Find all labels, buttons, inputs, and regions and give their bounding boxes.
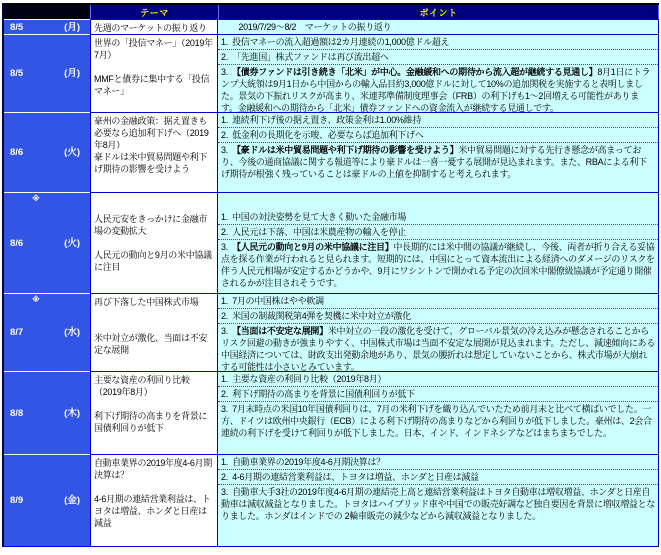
date-label [4,408,90,419]
weekday-value: (火) [64,237,80,249]
date-cell [4,293,90,371]
point-item [218,35,658,49]
weekday-value: (火) [64,147,80,158]
point-text: 投信マネーの流入超過額は2カ月連続の1,000億ドル超え [232,37,450,47]
theme-paragraph: 自動車業界の2019年度4-6月期決算は？ [94,458,212,480]
date-label [4,147,90,158]
table-row [4,192,659,293]
point-number: 3. [221,404,231,414]
point-number: 3. [221,67,231,77]
points-cell [218,19,659,34]
header-points-cell: ポイント [218,5,659,19]
points-cell [218,454,659,546]
theme-paragraph: 豪ドルは米中貿易問題や利下げ期待の影響を受けよう [94,152,208,174]
point-item [218,224,658,239]
date-value: 8/6 [10,147,24,158]
point-text: 2019/7/29～8/2 マーケットの振り返り [221,22,392,32]
point-text: 自動車大手3社の2019年度4-6月期の連結売上高と連結営業利益はトヨタ自動車は増収増益、ホンダと日産自動車は減収減益となりました。トヨタはハイブリッド車や中国での販売好調など独自要因を背景に増収増益となりました。ホンダはインドでの 2輪車販売の減少などから減収減益となりました。 [221,487,656,521]
point-number: 2. [221,389,231,399]
point-item [218,484,658,523]
theme-cell [90,19,218,34]
theme-paragraph: 豪州の金融政策：据え置きも必要なら追加利下げへ（2019年8月） [94,116,209,150]
point-item [218,294,658,308]
point-text: 4-6月期の連結営業利益は、トヨタは増益、ホンダと日産は減益 [232,472,479,482]
weekly-market-table [2,3,659,547]
date-label [4,68,90,79]
theme-paragraph: MMFと債券に集中する「投信マネー」 [94,74,210,96]
theme-paragraph: 人民元の動向と9月の米中協議に注目 [94,250,212,272]
theme-paragraph: 再び下落した中国株式市場 [94,297,199,307]
theme-paragraph [94,61,214,73]
point-item [218,323,658,371]
point-text: 7月の中国株はやや軟調 [232,296,324,306]
point-number: 1. [221,296,231,306]
header-theme-cell: テーマ [90,5,218,19]
date-value: 8/5 [10,68,24,79]
weekday-value: (月) [64,21,80,33]
points-cell [218,293,659,371]
theme-cell [90,192,218,293]
point-number: 3. [221,487,231,497]
point-number: 1. [221,457,231,467]
theme-cell [90,34,218,112]
point-number: 1. [221,212,231,222]
theme-paragraph [94,237,214,249]
theme-paragraph [94,398,214,410]
theme-paragraph: 4-6月期の連結営業利益は、トヨタは増益、ホンダと日産は減益 [94,494,211,528]
date-cell [4,19,90,34]
points-cell [218,371,659,454]
theme-paragraph [94,320,214,332]
point-bold-lead: 【債券ファンドは引き続き「北米」が中心。金融緩和への期待から流入超が継続する見通し】 [232,67,598,77]
point-number: 2. [221,472,231,482]
point-item [218,372,658,386]
point-item [218,64,658,112]
point-number: 1. [221,374,231,384]
point-number: 3. [221,145,231,155]
theme-paragraph: 利下げ期待の高まりを背景に国債利回りが低下 [94,411,208,433]
table-row [4,112,659,192]
theme-paragraph: 世界の「投信マネー」（2019年7月） [94,38,213,60]
date-value: 8/9 [10,495,24,506]
theme-cell [90,371,218,454]
point-item [218,239,658,290]
weekday-value: (木) [64,407,80,419]
point-number: 3. [221,242,231,252]
weekday-value: (水) [64,327,80,338]
point-text: 中国の対決姿勢を見て大きく動いた金融市場 [232,212,407,222]
date-cell [4,454,90,546]
theme-paragraph [94,481,214,493]
point-number: 1. [221,115,231,125]
point-number: 3. [221,326,231,336]
theme-cell [90,293,218,371]
date-cell [4,371,90,454]
date-label [4,327,90,338]
point-number: 2. [221,52,231,62]
point-text: 主要な資産の利回り比較（2019年8月） [232,374,387,384]
points-cell [218,112,659,192]
point-text: 8月1日にトランプ大統領は9月1日から中国からの輸入品目約3,000億ドルに対して10%の追加関税を実施すると表明しました。景気の下振れリスクが高まり、米連邦準備制度理事会（FRB）の利下げも1～2回増える可能性があります。金融緩和への期待から「北米」債券ファンドへの資金流入が継続する見通しです。 [221,67,651,112]
theme-paragraph: 米中対立が激化、当面は不安定な展開 [94,333,208,355]
weekday-value: (月) [64,68,80,79]
reference-marker: ※ [32,194,40,203]
date-label [4,238,90,249]
point-text: 低金利の長期化を示唆、必要ならば追加利下げへ [232,130,424,140]
point-text: 連続利下げ後の据え置き、政策金利は1.00%維持 [232,115,422,125]
point-item [218,127,658,142]
theme-cell [90,112,218,192]
date-value: 8/7 [10,327,24,338]
point-text: 中長期的には米中間の協議が継続し、今後、両者が折り合える妥協点を探る作業が行われると見られます。短期的には、中国にとって資本流出による経済へのダメージのリスクを伴う人民元相場が安定するかどうかや、9月にワシントンで開かれる予定の次回米中閣僚級協議が予定通り開催されるかが注目されそうです。 [221,242,655,288]
point-item [218,455,658,469]
reference-marker: ※ [32,295,40,304]
point-item [218,386,658,401]
date-label [4,495,90,506]
point-text: 米中対立の一段の激化を受けて、グローバル景気の冷え込みが懸念されることからリスク回避の動きが強まりやすく、中国株式市場は当面不安定な展開が見込まれます。ただし、減速傾向にある中国経済については、財政支出発動余地があり、景気の腰折れは想定していないことから、株式市場が大崩れする可能性は小さいとみています。 [221,326,655,371]
table-row [4,454,659,546]
point-number: 2. [221,130,231,140]
theme-paragraph [94,308,214,320]
date-cell [4,192,90,293]
point-item [218,142,658,181]
point-item [218,401,658,440]
point-text: 米国の制裁関税第4弾を契機に米中対立が激化 [232,311,411,321]
points-cell [218,192,659,293]
theme-paragraph: 人民元安をきっかけに金融市場の変動拡大 [94,214,208,236]
date-value: 8/8 [10,407,24,419]
date-value: 8/5 [10,21,24,33]
point-number: 2. [221,227,231,237]
point-text: 米中貿易問題に対する先行き懸念が高まっており、今後の通商協議に関する報道等により豪ドルは一喜一憂する展開が見込まれます。また、RBAによる利下げ期待が根強く残っていることは豪ドルの上値を抑制すると考えられます。 [221,145,647,179]
point-text: 利下げ期待の高まりを背景に国債利回りが低下 [232,389,415,399]
date-value: 8/6 [10,237,24,249]
table-row [4,19,659,34]
table-row [4,293,659,371]
point-item [218,20,658,34]
point-number: 2. [221,311,231,321]
theme-cell [90,454,218,546]
point-text: 7月末時点の米国10年国債利回りは、7月の米利下げを織り込んでいたため前月末と比べて横ばいでした。一方、ドイツは欧州中央銀行（ECB）による利下げ期待の高まりなどから利回りが低下しました。豪州は、2会合連続の利下げを受けて利回りが低下しました。日本、インド、インドネシアなどはまちまちでした。 [221,404,652,438]
date-label [4,22,90,33]
point-bold-lead: 【人民元の動向と9月の米中協議に注目】 [232,242,394,252]
table-row [4,34,659,112]
point-item [218,210,658,224]
date-cell [4,112,90,192]
point-text: 自動車業界の2019年度4-6月期決算は？ [232,457,385,467]
point-item [218,308,658,323]
point-item [218,469,658,484]
point-number: 1. [221,37,231,47]
point-item [218,49,658,64]
theme-paragraph: 先週のマーケットの振り返り [94,23,207,33]
weekday-value: (金) [64,495,80,506]
table-body [4,19,659,546]
date-cell [4,34,90,112]
point-item [218,113,658,127]
theme-paragraph: 主要な資産の利回り比較（2019年8月） [94,375,190,397]
table-header-row [4,3,659,19]
point-text: 「先進国」株式ファンドは再び流出超へ [232,52,389,62]
point-bold-lead: 【豪ドルは米中貿易問題や利下げ期待の影響を受けよう】 [232,145,459,155]
points-cell [218,34,659,112]
header-date-cell [4,5,90,19]
table-row [4,371,659,454]
point-text: 人民元は下落、中国は米農産物の輸入を停止 [232,227,407,237]
point-bold-lead: 【当面は不安定な展開】 [232,326,328,336]
